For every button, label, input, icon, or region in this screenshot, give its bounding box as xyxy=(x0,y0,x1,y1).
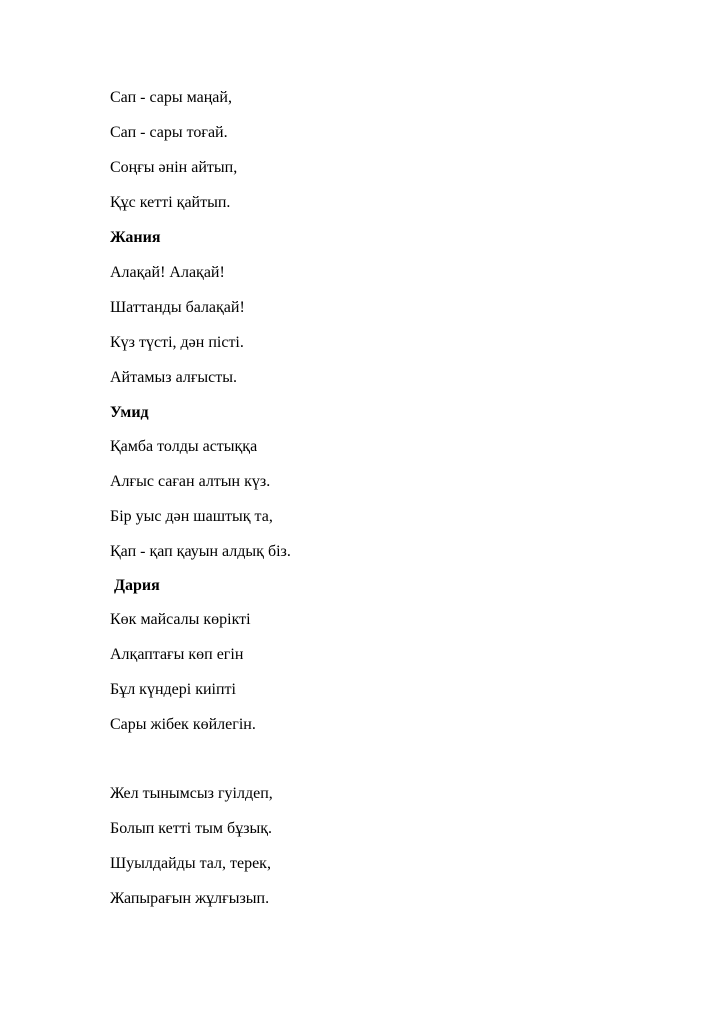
verse-line: Жапырағын жұлғызып. xyxy=(110,890,270,907)
speaker-name: Жания xyxy=(110,229,161,246)
verse-line: Айтамыз алғысты. xyxy=(110,369,237,386)
verse-line: Жел тынымсыз гуілдеп, xyxy=(110,785,273,802)
verse-line: Шуылдайды тал, терек, xyxy=(110,855,271,872)
speaker-name: Умид xyxy=(110,404,149,421)
verse-line: Болып кетті тым бұзық. xyxy=(110,820,273,837)
verse-line: Сап - сары маңай, xyxy=(110,89,232,106)
verse-line: Шаттанды балақай! xyxy=(110,299,245,316)
verse-line: Алғыс саған алтын күз. xyxy=(110,473,271,490)
verse-line: Бұл күндері киіпті xyxy=(110,681,236,698)
verse-line: Сап - сары тоғай. xyxy=(110,124,228,141)
verse-line: Бір уыс дән шаштық та, xyxy=(110,508,273,525)
verse-line: Алқаптағы көп егін xyxy=(110,646,244,663)
speaker-name: Дария xyxy=(114,577,160,594)
verse-line: Көк майсалы көрікті xyxy=(110,611,251,628)
verse-line: Қамба толды астыққа xyxy=(110,438,258,455)
verse-line: Сары жібек көйлегін. xyxy=(110,716,256,733)
verse-line: Құс кетті қайтып. xyxy=(110,194,231,211)
verse-line: Қап - қап қауын алдық біз. xyxy=(110,543,291,560)
verse-line: Алақай! Алақай! xyxy=(110,264,225,281)
verse-line: Күз түсті, дән пісті. xyxy=(110,334,244,351)
verse-line: Соңғы әнін айтып, xyxy=(110,159,238,176)
